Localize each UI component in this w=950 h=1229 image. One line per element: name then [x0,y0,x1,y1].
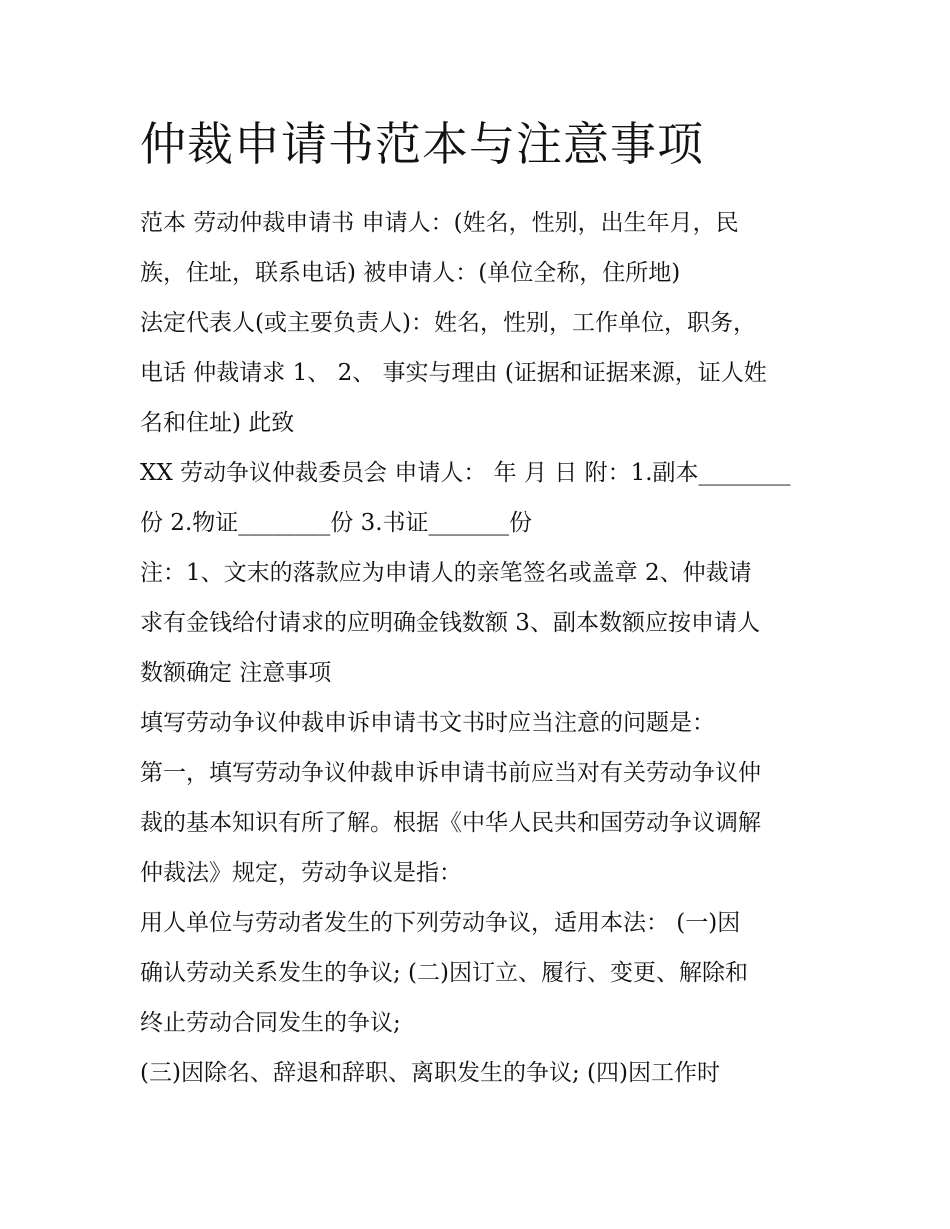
text-line: 电话 仲裁请求 1、 2、 事实与理由 (证据和证据来源，证人姓 [140,360,767,386]
text-line: 仲裁法》规定，劳动争议是指： [140,860,462,886]
text-line: XX 劳动争议仲裁委员会 申请人： 年 月 日 附：1.副本________ [140,460,791,486]
paragraph-notes [140,548,820,698]
paragraph-first-point [140,748,820,898]
paragraph-legal-representative [140,298,820,448]
paragraph-dispute-items [140,1048,820,1098]
text-line: 份 2.物证________份 3.书证_______份 [140,510,533,536]
text-line: 裁的基本知识有所了解。根据《中华人民共和国劳动争议调解 [140,810,761,836]
text-line: 求有金钱给付请求的应明确金钱数额 3、副本数额应按申请人 [140,610,760,636]
text-line: 名和住址) 此致 [140,410,295,436]
text-line: 第一，填写劳动争议仲裁申诉申请书前应当对有关劳动争议仲 [140,760,761,786]
paragraph-dispute-scope [140,898,820,1048]
paragraph-template-applicant [140,198,820,298]
document-title: 仲裁申请书范本与注意事项 [140,117,704,171]
paragraph-committee-attachments [140,448,820,548]
text-line: 数额确定 注意事项 [140,660,332,686]
text-line: (三)因除名、辞退和辞职、离职发生的争议; (四)因工作时 [140,1060,720,1086]
text-line: 族，住址，联系电话) 被申请人：(单位全称，住所地) [140,260,681,286]
text-line: 范本 劳动仲裁申请书 申请人：(姓名，性别，出生年月，民 [140,210,739,236]
text-line: 用人单位与劳动者发生的下列劳动争议，适用本法： (一)因 [140,910,741,936]
text-line: 注：1、文末的落款应为申请人的亲笔签名或盖章 2、仲裁请 [140,560,752,586]
text-line: 法定代表人(或主要负责人)：姓名，性别，工作单位，职务， [140,310,756,336]
text-line: 终止劳动合同发生的争议; [140,1010,401,1036]
paragraph-filling-issues [140,698,820,748]
document-body [140,198,820,1098]
text-line: 填写劳动争议仲裁申诉申请书文书时应当注意的问题是： [140,710,715,736]
text-line: 确认劳动关系发生的争议; (二)因订立、履行、变更、解除和 [140,960,749,986]
